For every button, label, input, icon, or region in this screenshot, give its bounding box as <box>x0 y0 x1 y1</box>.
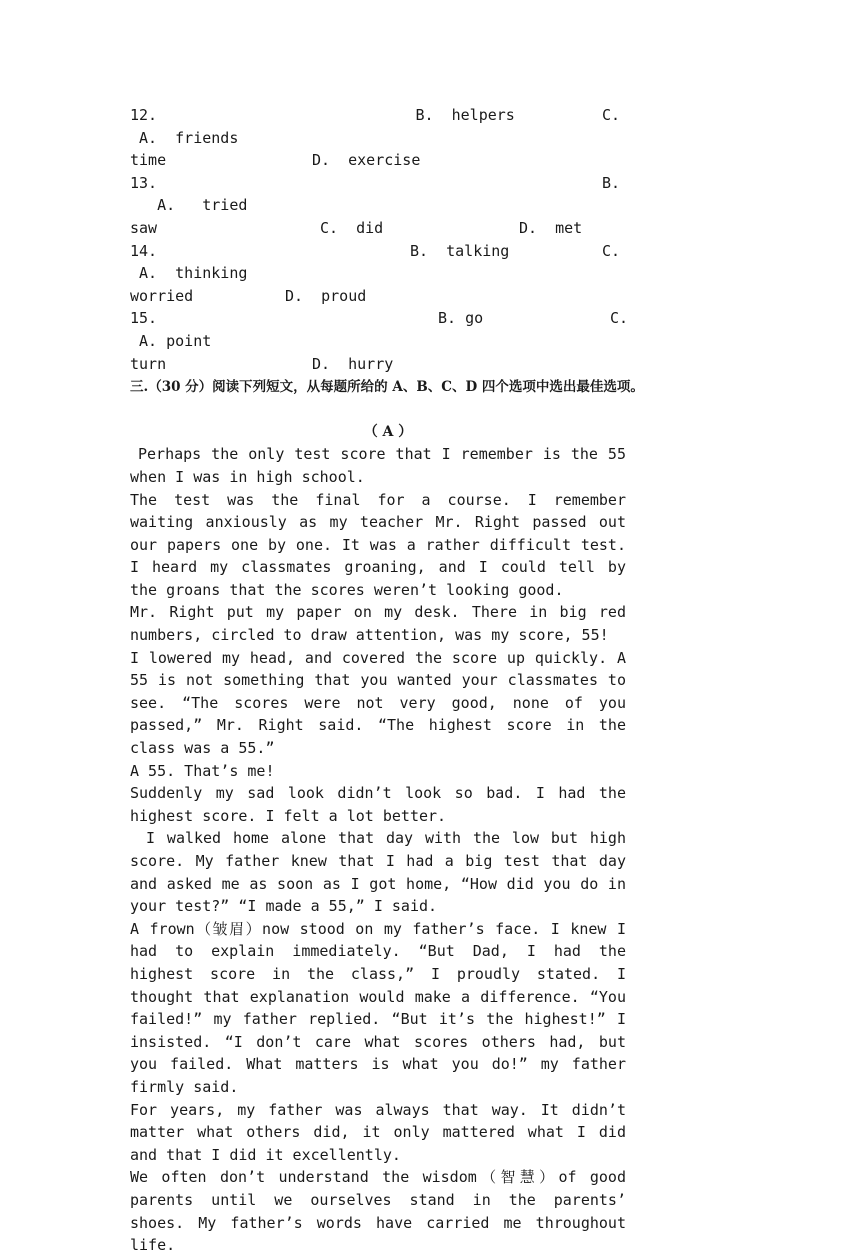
question-number: 15. <box>130 309 158 328</box>
option-c-label: C. <box>601 106 620 124</box>
question-14-line1 <box>130 240 626 285</box>
paragraph: A 55. That’s me! <box>130 761 275 780</box>
option-c: C. did <box>320 218 384 237</box>
option-b: B. go <box>438 309 484 328</box>
option-d: D. met <box>519 218 583 237</box>
question-number: 12. <box>130 106 158 124</box>
paragraph: For years, my father was always that way. It didn’t matter what others did, it only mattered what I did and that I did it excellently. <box>130 1100 626 1164</box>
option-c-text: turn <box>130 354 167 373</box>
question-number: 13. <box>130 173 158 192</box>
option-a: A. thinking <box>139 264 248 283</box>
paragraph: I walked home alone that day with the low but high score. My father knew that I had a big test that day and asked me as soon as I got home, “How did you do in your test?” “I made a 55,” I said. <box>130 829 626 916</box>
option-a: A. friends <box>139 128 239 147</box>
paragraph: I lowered my head, and covered the score up quickly. A 55 is not something that you wanted your classmates to see. “The scores were not very good, none of you passed,” Mr. Right said. “The highest score in the class was a 55.” <box>130 648 626 758</box>
question-13-line2 <box>130 217 626 240</box>
option-b-label: B. <box>601 173 620 192</box>
paragraph: Suddenly my sad look didn’t look so bad. I had the highest score. I felt a lot better. <box>130 784 626 825</box>
option-a: A. point <box>139 331 212 350</box>
document-page <box>130 104 644 1257</box>
option-a: A. tried <box>157 196 248 215</box>
paragraph: We often don’t understand the wisdom（智慧）of good parents until we ourselves stand in the parents’ shoes. My father’s words have carried me throughout life. <box>130 1168 626 1255</box>
question-12-line2 <box>130 149 626 172</box>
option-d: D. hurry <box>312 354 394 373</box>
question-12-line1 <box>130 104 626 149</box>
paragraph: A frown（皱眉）now stood on my father’s face. I knew I had to explain immediately. “But Dad, I had the highest score in the class,” I proudly stated. I thought that explanation would make a difference. “You failed!” my father replied. “But it’s the highest!” I insisted. “I don’t care what scores others had, but you failed. What matters is what you do!” my father firmly said. <box>130 919 626 1096</box>
question-13-line1 <box>130 172 626 217</box>
option-b: B. talking <box>410 241 510 260</box>
question-number: 14. <box>130 241 158 260</box>
paragraph: Perhaps the only test score that I remember is the 55 when I was in high school. <box>130 445 626 486</box>
paragraph: Mr. Right put my paper on my desk. There in big red numbers, circled to draw attention, was my score, 55! <box>130 603 626 645</box>
option-c-text: worried <box>130 286 194 305</box>
question-15-line1 <box>130 307 626 352</box>
option-c-text: time <box>130 151 167 170</box>
question-15-line2 <box>130 353 626 376</box>
paragraph: The test was the final for a course. I remember waiting anxiously as my teacher Mr. Right passed out our papers one by one. It was a rather difficult test. I heard my classmates groaning, and I could tell by the groans that the scores weren’t looking good. <box>130 490 626 599</box>
passage-label: （ A ） <box>363 423 413 440</box>
option-d: D. proud <box>285 286 367 305</box>
option-d: D. exercise <box>312 151 421 170</box>
option-c-label: C. <box>609 309 628 328</box>
option-b: B. helpers <box>415 106 515 124</box>
question-14-line2 <box>130 285 626 308</box>
option-c-label: C. <box>601 241 620 260</box>
section-title: 三.（30 分）阅读下列短文，从每题所给的 A、B、C、D 四个选项中选出最佳选项。 <box>130 379 644 396</box>
option-b-text: saw <box>130 218 158 237</box>
